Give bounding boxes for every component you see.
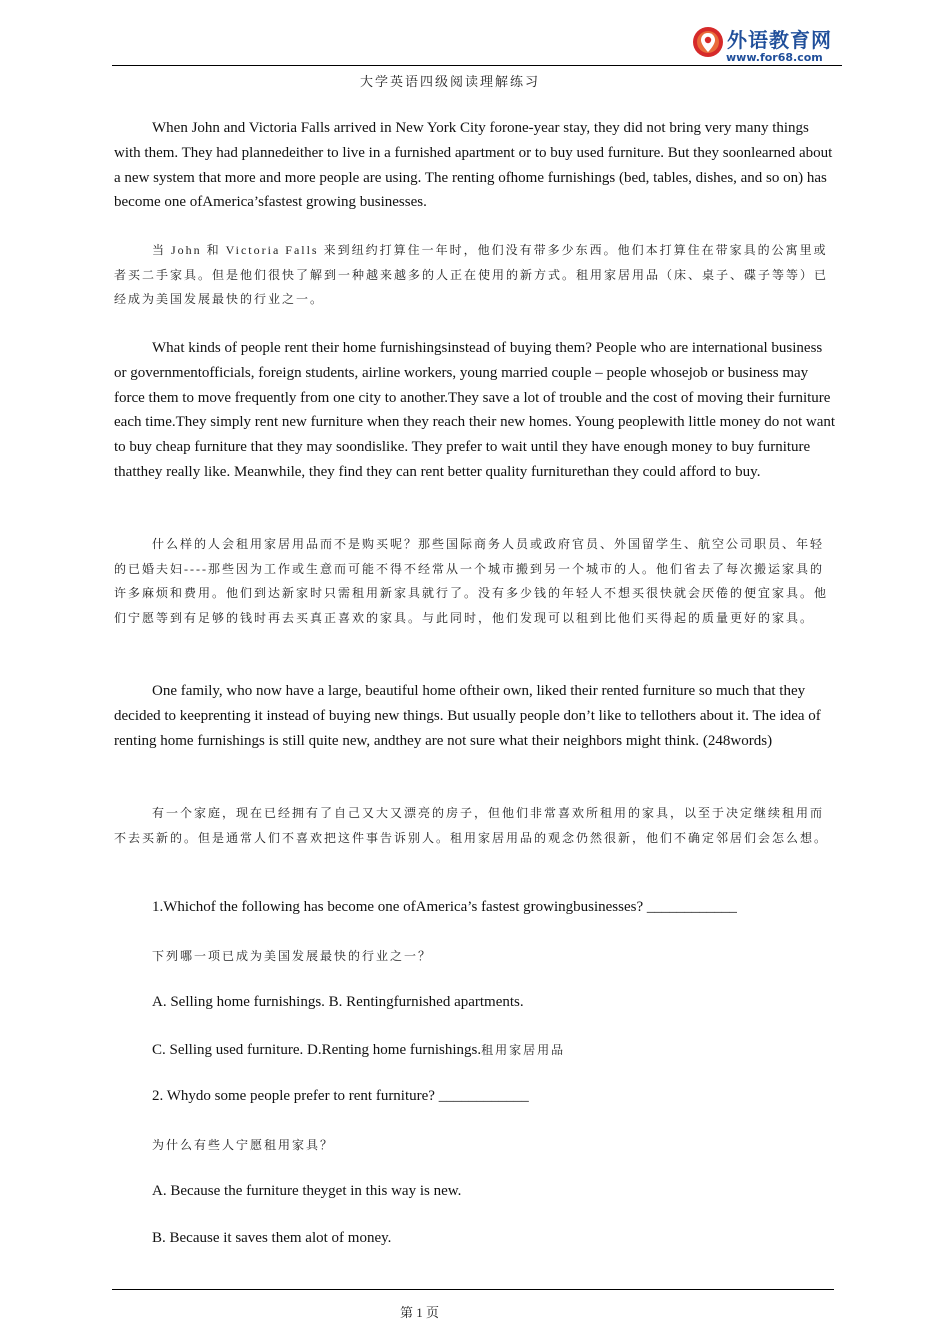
question-2-option-b: B. Because it saves them alot of money. <box>152 1230 392 1246</box>
passage-translation-3-text: 有一个家庭，现在已经拥有了自己又大又漂亮的房子，但他们非常喜欢所租用的家具，以至于决定继续租用而不去买新的。但是通常人们不喜欢把这件事告诉别人。租用家居用品的观念仍然很新，他们不确定邻居们会怎么想。 <box>114 806 829 845</box>
question-2-translation: 为什么有些人宁愿租用家具？ <box>152 1138 335 1152</box>
footer-divider <box>112 1289 834 1290</box>
question-1-translation: 下列哪一项已成为美国发展最快的行业之一？ <box>152 949 433 963</box>
passage-paragraph-2 <box>114 336 836 485</box>
passage-translation-1 <box>114 238 834 312</box>
site-logo[interactable] <box>692 24 842 68</box>
passage-translation-2-text: 什么样的人会租用家居用品而不是购买呢？那些国际商务人员或政府官员、外国留学生、航空公司职员、年轻的已婚夫妇----那些因为工作或生意而可能不得不经常从一个城市搬到另一个城市的人。他们省去了每次搬运家具的许多麻烦和费用。他们到达新家时只需租用新家具就行了。没有多少钱的年轻人不想买很快就会厌倦的便宜家具。他们宁愿等到有足够的钱时再去买真正喜欢的家具。与此同时，他们发现可以租到比他们买得起的质量更好的家具。 <box>114 537 829 625</box>
header-divider <box>112 65 842 66</box>
passage-translation-2 <box>114 532 834 630</box>
passage-paragraph-3-text: One family, who now have a large, beautiful home oftheir own, liked their rented furniture so much that they decided to keeprenting it instead of buying new things. But usually people don’t like to tellothers about it. The idea of renting home furnishings is still quite new, andthey are not sure what their neighbors might think. (248words) <box>114 683 821 749</box>
question-1-stem: 1.Whichof the following has become one ofAmerica’s fastest growingbusinesses? ____________ <box>152 899 737 915</box>
passage-paragraph-1-text: When John and Victoria Falls arrived in New York City forone-year stay, they did not bring very many things with them. They had plannedeither to live in a furnished apartment or to buy used furniture. But they soonlearned about a new system that more and more people are using. The renting ofhome furnishings (bed, tables, dishes, and so on) has become one ofAmerica’sfastest growing businesses. <box>114 120 833 211</box>
passage-translation-1-text: 当 John 和 Victoria Falls 来到纽约打算住一年时，他们没有带多少东西。他们本打算住在带家具的公寓里或者买二手家具。但是他们很快了解到一种越来越多的人正在使用的新方式。租用家居用品（床、桌子、碟子等等）已经成为美国发展最快的行业之一。 <box>114 243 829 306</box>
logo-title: 外语教育网 <box>727 28 832 52</box>
question-1-answer-note: 租用家居用品 <box>481 1043 566 1057</box>
question-2-stem: 2. Whydo some people prefer to rent furniture? ____________ <box>152 1088 529 1104</box>
passage-paragraph-1 <box>114 116 836 215</box>
document-title: 大学英语四级阅读理解练习 <box>360 74 541 89</box>
question-2-option-a: A. Because the furniture theyget in this way is new. <box>152 1183 462 1199</box>
passage-paragraph-2-text: What kinds of people rent their home furnishingsinstead of buying them? People who are international business or governmentofficials, foreign students, airline workers, young married couple – people whosejob or business may force them to move frequently from one city to another.They save a lot of trouble and the cost of moving their furniture each time.They simply rent new furniture when they reach their new homes. Young peoplewith little money do not want to buy cheap furniture that they may soondislike. They prefer to wait until they have enough money to buy furniture thatthey really like. Meanwhile, they find they can rent better quality furniturethan they could afford to buy. <box>114 340 836 480</box>
page-number: 第 1 页 <box>400 1305 440 1320</box>
passage-paragraph-3 <box>114 679 836 753</box>
question-1-options-ab: A. Selling home furnishings. B. Rentingfurnished apartments. <box>152 994 524 1010</box>
logo-url[interactable]: www.for68.com <box>726 51 823 64</box>
question-1-options-cd <box>152 1041 565 1059</box>
passage-translation-3 <box>114 801 834 850</box>
question-1-options-cd-text: C. Selling used furniture. D.Renting home furnishings. <box>152 1042 482 1058</box>
globe-pin-icon <box>692 26 724 58</box>
